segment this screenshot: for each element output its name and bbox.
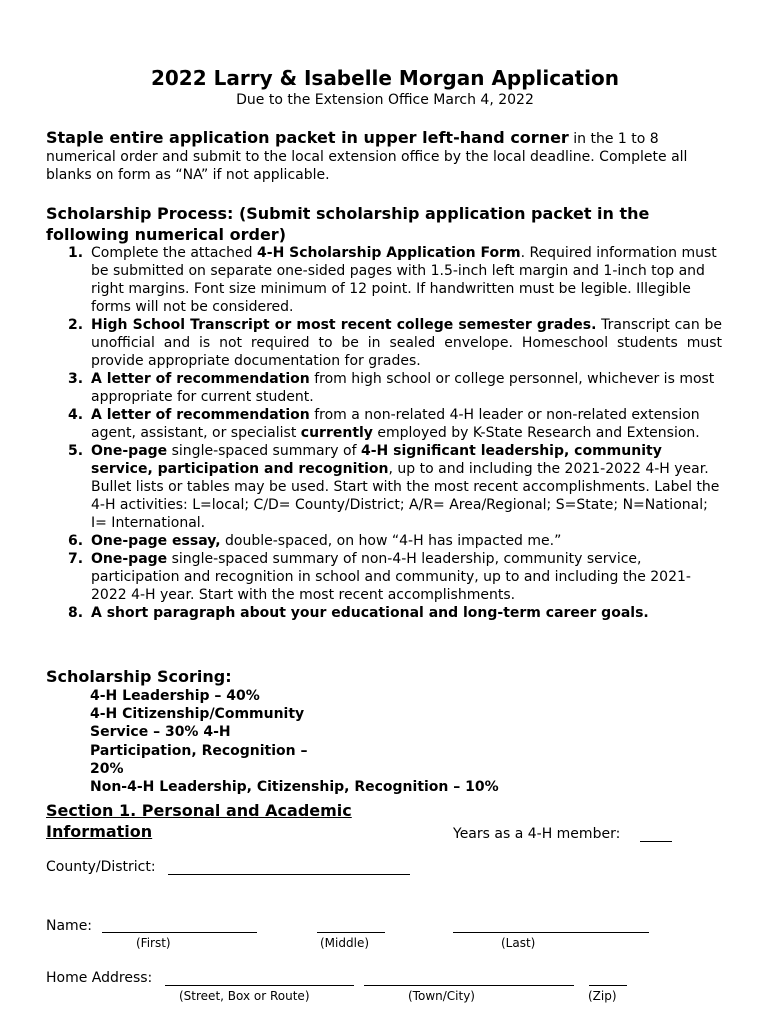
county-field[interactable]	[168, 874, 410, 875]
years-label: Years as a 4-H member:	[453, 826, 621, 842]
first-name-caption: (First)	[136, 936, 171, 950]
middle-name-caption: (Middle)	[320, 936, 370, 950]
item-bold: High School Transcript or most recent college semester grades.	[91, 317, 597, 333]
last-name-field[interactable]	[453, 932, 649, 933]
list-number: 6.	[68, 533, 84, 549]
list-number: 8.	[68, 605, 84, 621]
item-text: . Required information must be submitted on separate one-sided pages with 1.5-inch left margin and 1-inch top and right margins. Font size minimum of 12 point. If handwritten must be legible. Illegible forms will not be considered.	[91, 245, 717, 315]
item-text: double-spaced, on how “4-H has impacted me.”	[220, 533, 562, 549]
item-bold: One-page	[91, 443, 168, 459]
list-number: 5.	[68, 443, 84, 459]
scoring-list	[90, 687, 499, 796]
item-bold: One-page essay,	[91, 533, 221, 549]
list-item	[46, 316, 722, 370]
scoring-line: Participation, Recognition –	[90, 742, 308, 759]
item-bold: One-page	[91, 551, 168, 567]
item-text: Complete the attached	[91, 245, 258, 261]
list-item	[46, 532, 722, 550]
list-number: 3.	[68, 371, 84, 387]
list-item	[46, 604, 722, 622]
item-bold: A letter of recommendation	[91, 371, 310, 387]
list-item	[46, 442, 722, 532]
item-bold: A short paragraph about your educational and long-term career goals.	[91, 605, 649, 621]
zip-caption: (Zip)	[588, 989, 617, 1003]
process-list	[46, 244, 722, 622]
intro-paragraph	[46, 129, 726, 184]
item-bold: 4-H Scholarship Application Form	[257, 245, 521, 261]
item-text: single-spaced summary of non-4-H leadership, community service, participation and recognition in school and community, up to and including the 2021-2022 4-H year. Start with the most recent accomplishments.	[91, 551, 691, 603]
list-item	[46, 550, 722, 604]
item-bold: A letter of recommendation	[91, 407, 310, 423]
town-field[interactable]	[364, 985, 574, 986]
middle-name-field[interactable]	[317, 932, 385, 933]
item-text: employed by K-State Research and Extension.	[372, 425, 700, 441]
section-1-heading: Section 1. Personal and Academic Information	[46, 801, 352, 841]
scoring-line: Non-4-H Leadership, Citizenship, Recognition – 10%	[90, 779, 499, 796]
intro-rest: in the 1 to 8 numerical order and submit to the local extension office by the local deadline. Complete all blanks on form as “NA” if not applicable.	[46, 131, 688, 183]
street-caption: (Street, Box or Route)	[179, 989, 310, 1003]
item-text: , up to and including the 2021-2022 4-H year. Bullet lists or tables may be used. Start with the most recent accomplishments. Label the 4-H activities: L=local; C/D= County/District; A/R= Area/Regional; S=State; N=National; I= International.	[91, 461, 720, 531]
scoring-line: 20%	[90, 760, 124, 777]
item-text: single-spaced summary of	[167, 443, 361, 459]
list-number: 2.	[68, 317, 84, 333]
scoring-heading: Scholarship Scoring:	[46, 667, 232, 686]
item-text: Transcript can be unofficial and is not required to be in sealed envelope. Homeschool students must provide appropriate documentation for grades.	[91, 317, 722, 369]
years-field[interactable]	[640, 841, 672, 842]
town-caption: (Town/City)	[408, 989, 475, 1003]
item-text: from high school or college personnel, whichever is most appropriate for current student.	[91, 371, 715, 405]
street-field[interactable]	[165, 985, 354, 986]
zip-field[interactable]	[589, 985, 627, 986]
scoring-line: 4-H Leadership – 40%	[90, 688, 260, 704]
process-heading: Scholarship Process: (Submit scholarship application packet in the following numerical order)	[46, 204, 650, 244]
item-bold: 4-H significant leadership, community service, participation and recognition	[91, 443, 662, 477]
list-number: 7.	[68, 551, 84, 567]
county-label: County/District:	[46, 859, 156, 875]
list-number: 4.	[68, 407, 84, 423]
list-number: 1.	[68, 245, 84, 261]
due-date: Due to the Extension Office March 4, 2022	[236, 92, 534, 108]
scoring-line: 4-H Citizenship/Community	[90, 706, 305, 723]
scoring-line: Service – 30% 4-H	[90, 724, 231, 741]
address-label: Home Address:	[46, 970, 153, 986]
name-label: Name:	[46, 918, 93, 934]
list-item	[46, 370, 722, 406]
list-item	[46, 406, 722, 442]
last-name-caption: (Last)	[501, 936, 536, 950]
list-item	[46, 244, 722, 316]
first-name-field[interactable]	[102, 932, 257, 933]
page-title: 2022 Larry & Isabelle Morgan Application	[150, 66, 620, 90]
item-text: from a non-related 4-H leader or non-related extension agent, assistant, or specialist	[91, 407, 700, 441]
intro-lead: Staple entire application packet in upper left-hand corner	[46, 128, 569, 147]
item-bold: currently	[300, 425, 373, 441]
